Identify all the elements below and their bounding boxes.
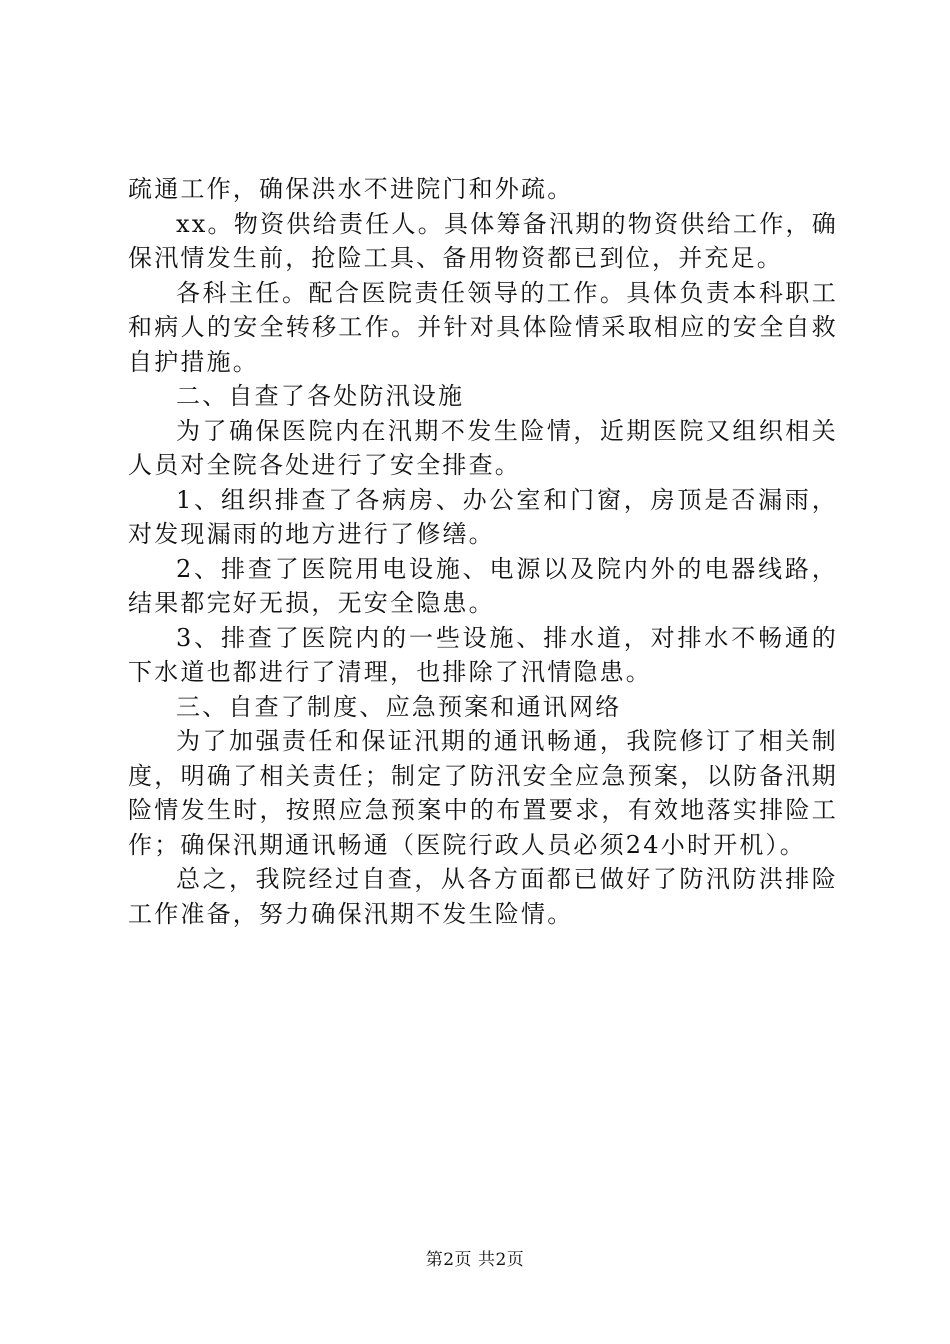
paragraph-communications: 为了加强责任和保证汛期的通讯畅通，我院修订了相关制度，明确了相关责任；制定了防汛安全应急预案，以防备汛期险情发生时，按照应急预案中的布置要求，有效地落实排险工作；确保汛期通讯畅通（医院行政人员必须24小时开机）。 bbox=[128, 727, 838, 859]
list-item-2: 2、排查了医院用电设施、电源以及院内外的电器线路，结果都完好无损，无安全隐患。 bbox=[128, 554, 838, 617]
paragraph-supplies-responsible: xx。物资供给责任人。具体筹备汛期的物资供给工作，确保汛情发生前，抢险工具、备用物资都已到位，并充足。 bbox=[128, 209, 838, 272]
page-number-footer: 第2页 共2页 bbox=[425, 1250, 525, 1270]
section-heading-facilities: 二、自查了各处防汛设施 bbox=[176, 382, 465, 410]
section-heading-systems: 三、自查了制度、应急预案和通讯网络 bbox=[176, 692, 622, 721]
paragraph-continuation: 疏通工作，确保洪水不进院门和外疏。 bbox=[128, 175, 574, 203]
paragraph-safety-inspection: 为了确保医院内在汛期不发生险情，近期医院又组织相关人员对全院各处进行了安全排查。 bbox=[128, 416, 838, 479]
list-item-1: 1、组织排查了各病房、办公室和门窗，房顶是否漏雨，对发现漏雨的地方进行了修缮。 bbox=[128, 485, 838, 548]
paragraph-conclusion: 总之，我院经过自查，从各方面都已做好了防汛防洪排险工作准备，努力确保汛期不发生险情。 bbox=[128, 865, 838, 928]
paragraph-department-heads: 各科主任。配合医院责任领导的工作。具体负责本科职工和病人的安全转移工作。并针对具体险情采取相应的安全自救自护措施。 bbox=[128, 278, 838, 376]
list-item-3: 3、排查了医院内的一些设施、排水道，对排水不畅通的下水道也都进行了清理，也排除了汛情隐患。 bbox=[128, 623, 838, 686]
document-body bbox=[128, 172, 838, 931]
